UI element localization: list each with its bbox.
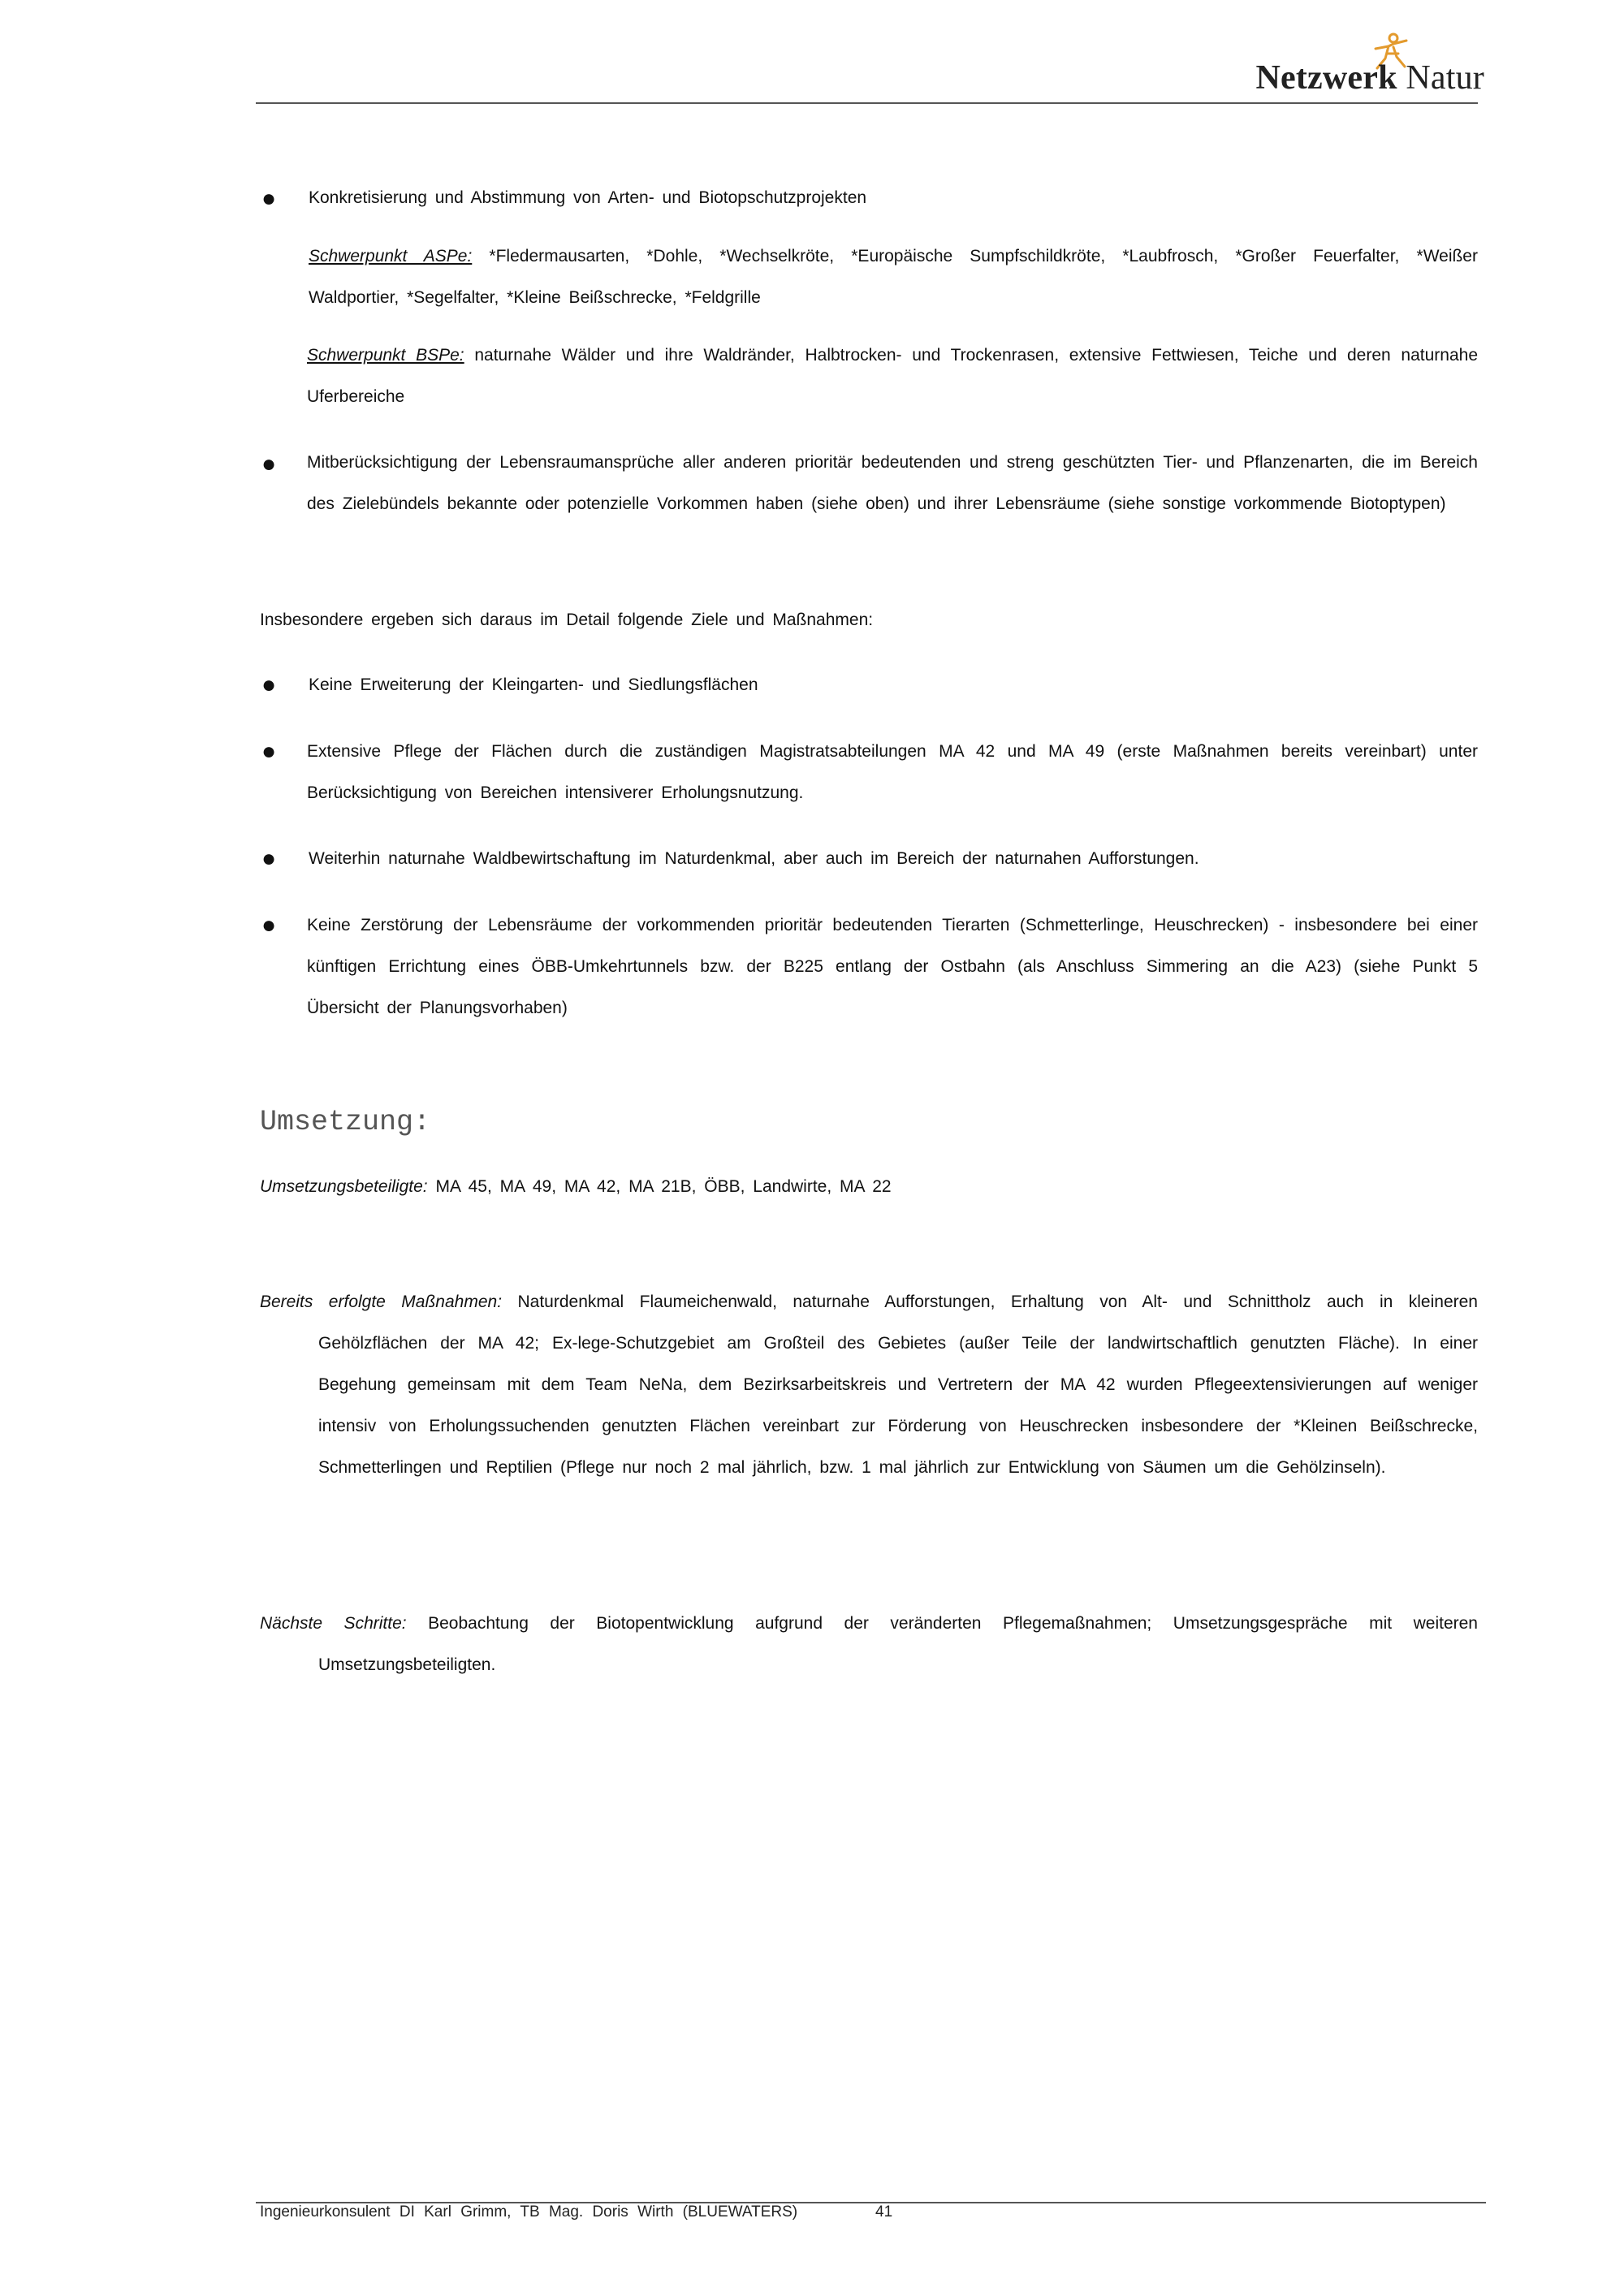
detail-item-3: Weiterhin naturnahe Waldbewirtschaftung im Naturdenkmal, aber auch im Bereich der naturnahen Aufforstungen. xyxy=(309,849,1199,868)
aspe-text: *Fledermausarten, *Dohle, *Wechselkröte, *Europäische Sumpfschildkröte, *Laubfrosch, *Großer Feuerfalter, *Weißer Waldportier, *Segelfalter, *Kleine Beißschrecke, *Feldgrille xyxy=(309,247,1478,307)
bspe-label: Schwerpunkt BSPe: xyxy=(307,346,464,365)
aspe-label: Schwerpunkt ASPe: xyxy=(309,247,473,265)
schritte-label: Nächste Schritte: xyxy=(260,1614,407,1633)
logo-word-netzwerk: Netzwerk xyxy=(1255,59,1397,97)
umsetzungsbeteiligte-label: Umsetzungsbeteiligte: xyxy=(260,1177,428,1196)
page-number: 41 xyxy=(875,2203,893,2220)
bspe-paragraph xyxy=(307,334,1478,417)
bullet-dot: ● xyxy=(261,451,277,477)
bullet-dot: ● xyxy=(261,912,277,939)
detail-item-2: Extensive Pflege der Flächen durch die zuständigen Magistratsabteilungen MA 42 und MA 49 (erste Maßnahmen bereits vereinbart) unter Berücksichtigung von Bereichen intensiverer Erholungsnutzung. xyxy=(307,742,1478,802)
detail-item-1: Keine Erweiterung der Kleingarten- und Siedlungsflächen xyxy=(309,675,758,694)
header-divider xyxy=(256,102,1478,104)
bullet-item-projects: Konkretisierung und Abstimmung von Arten- und Biotopschutzprojekten xyxy=(309,188,867,207)
bullet-dot: ● xyxy=(261,738,277,765)
bullet-dot: ● xyxy=(261,845,277,872)
aspe-paragraph xyxy=(309,235,1478,318)
massnahmen-label: Bereits erfolgte Maßnahmen: xyxy=(260,1293,503,1311)
detail-item-4: Keine Zerstörung der Lebensräume der vorkommenden prioritär bedeutenden Tierarten (Schmetterlinge, Heuschrecken) - insbesondere bei einer künftigen Errichtung eines ÖBB-Umkehrtunnels bzw. der B225 entlang der Ostbahn (als Anschluss Simmering an die A23) (siehe Punkt 5 Übersicht der Planungsvorhaben) xyxy=(307,916,1478,1017)
bullet-dot: ● xyxy=(261,185,277,212)
massnahmen-text: Naturdenkmal Flaumeichenwald, naturnahe Aufforstungen, Erhaltung von Alt- und Schnittholz auch in kleineren Gehölzflächen der MA 42; Ex-lege-Schutzgebiet am Großteil des Gebietes (außer Teile der landwirtschaftlich genutzten Fläche). In einer Begehung gemeinsam mit dem Team NeNa, dem Bezirksarbeitskreis und Vertretern der MA 42 wurden Pflegeextensivierungen auf weniger intensiv von Erholungssuchenden genutzten Flächen vereinbart zur Förderung von Heuschrecken insbesondere der *Kleinen Beißschrecke, Schmetterlingen und Reptilien (Pflege nur noch 2 mal jährlich, bzw. 1 mal jährlich zur Entwicklung von Säumen um die Gehölzinseln). xyxy=(318,1293,1478,1477)
bullet-item-lebensraum: Mitberücksichtigung der Lebensraumansprüche aller anderen prioritär bedeutenden und streng geschützten Tier- und Pflanzenarten, die im Bereich des Zielebündels bekannte oder potenzielle Vorkommen haben (siehe oben) und ihrer Lebensräume (siehe sonstige vorkommende Biotoptypen) xyxy=(307,453,1478,513)
logo-word-natur: Natur xyxy=(1406,59,1484,97)
intro-line: Insbesondere ergeben sich daraus im Detail folgende Ziele und Maßnahmen: xyxy=(260,611,874,629)
footer-author: Ingenieurkonsulent DI Karl Grimm, TB Mag. Doris Wirth (BLUEWATERS) xyxy=(260,2203,798,2220)
naechste-schritte xyxy=(260,1603,1478,1685)
schritte-text: Beobachtung der Biotopentwicklung aufgrund der veränderten Pflegemaßnahmen; Umsetzungsgespräche mit weiteren Umsetzungsbeteiligten. xyxy=(318,1614,1478,1674)
netzwerk-natur-logo xyxy=(1241,31,1484,97)
bereits-erfolgte-massnahmen xyxy=(260,1281,1478,1488)
section-heading-umsetzung: Umsetzung: xyxy=(260,1106,431,1138)
logo-wordmark xyxy=(1255,58,1484,97)
umsetzungsbeteiligte-text: MA 45, MA 49, MA 42, MA 21B, ÖBB, Landwirte, MA 22 xyxy=(435,1177,892,1196)
bullet-dot: ● xyxy=(261,671,277,698)
umsetzungsbeteiligte-line xyxy=(260,1166,1478,1207)
bspe-text: naturnahe Wälder und ihre Waldränder, Halbtrocken- und Trockenrasen, extensive Fettwiesen, Teiche und deren naturnahe Uferbereiche xyxy=(307,346,1478,406)
